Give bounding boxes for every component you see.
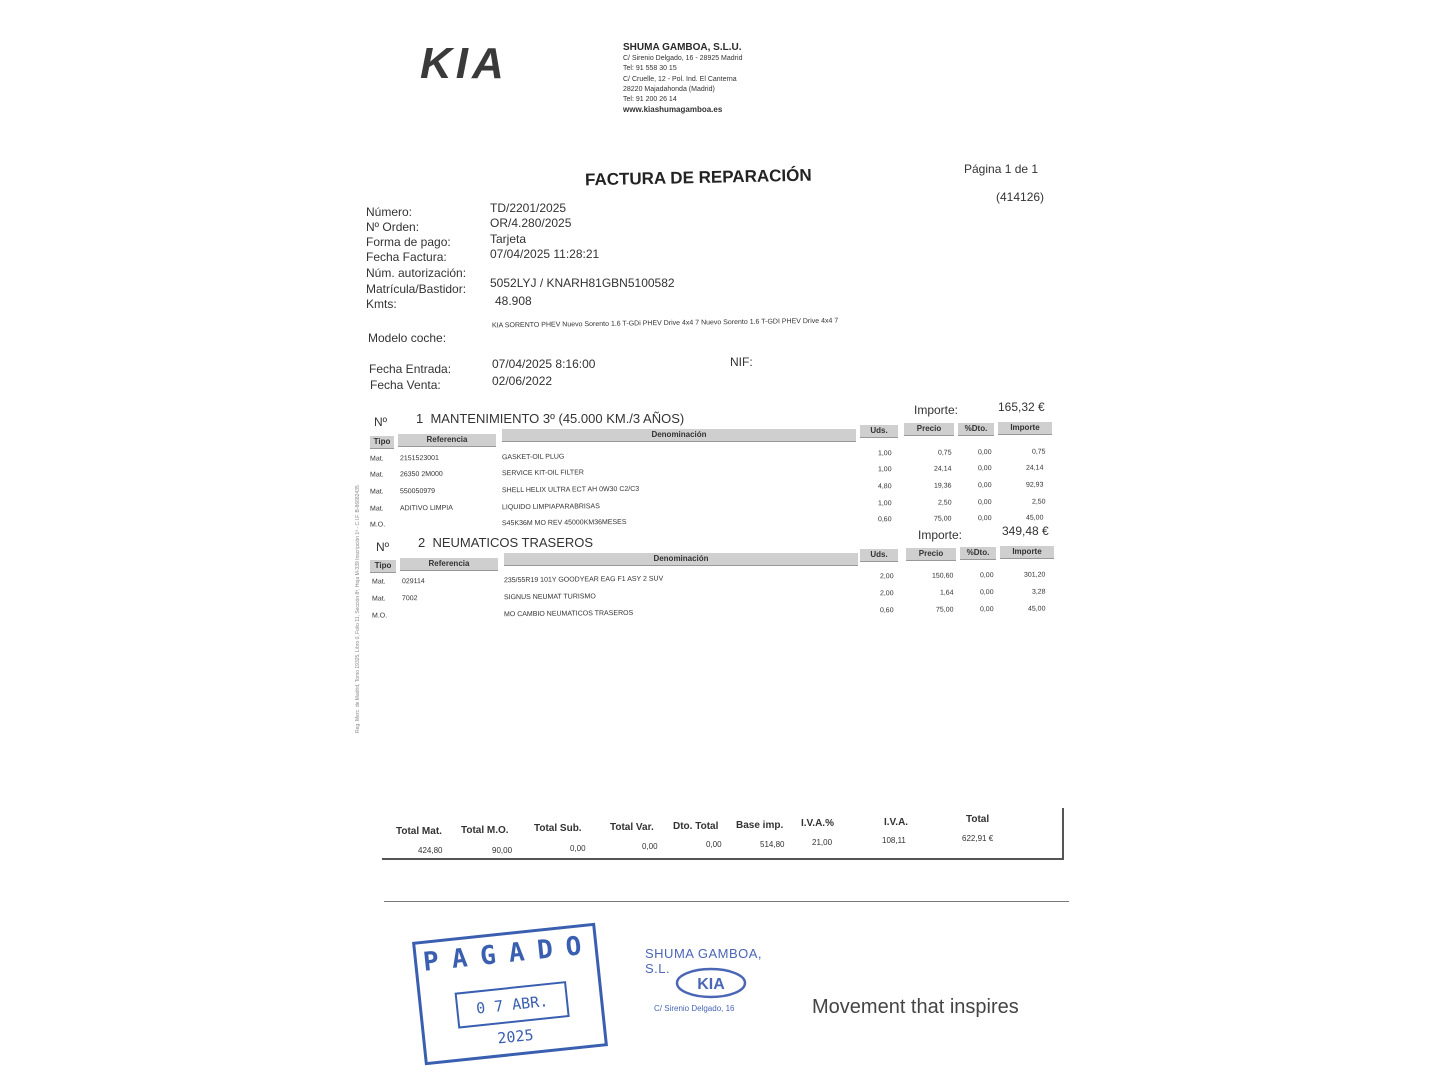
order-reference: (414126) <box>996 190 1045 204</box>
page-indicator: Página 1 de 1 <box>964 162 1039 176</box>
table-row: Mat. 550050979 SHELL HELIX ULTRA ECT AH 0W30 C2/C3 4,80 19,36 0,00 92,93 <box>369 481 1044 496</box>
registry-side-text: Reg. Merc. de Madrid, Tomo 19325, Libro 0, Folio 11, Sección 8ª, Hoja M-339 Inscripción 1ª - C.I.F. B-86682435 <box>355 485 361 733</box>
table-row: M.O. MO CAMBIO NEUMATICOS TRASEROS 0,60 75,00 0,00 45,00 <box>371 605 1046 620</box>
col-denominacion: Denominación <box>502 429 856 442</box>
total-label: Total M.O. <box>461 825 509 836</box>
total-value: 622,91 € <box>962 834 994 843</box>
col-precio: Precio <box>904 423 954 436</box>
col-tipo: Tipo <box>370 560 396 573</box>
col-precio: Precio <box>906 548 956 561</box>
section-importe-label: Importe: <box>914 403 959 417</box>
dealer-address-line: Tel: 91 200 26 14 <box>623 96 677 104</box>
kms-value: 48.908 <box>495 294 532 308</box>
col-referencia: Referencia <box>400 558 498 571</box>
invoice-page <box>340 20 1080 1070</box>
fecha-entrada-value: 07/04/2025 8:16:00 <box>492 357 596 371</box>
kia-logo <box>420 40 580 86</box>
total-value: 0,00 <box>642 842 658 851</box>
section-importe-label: Importe: <box>918 528 963 542</box>
col-dto: %Dto. <box>960 547 996 560</box>
table-row: Mat. ADITIVO LIMPIA LIQUIDO LIMPIAPARABRISAS 1,00 2,50 0,00 2,50 <box>369 498 1046 513</box>
section-title: 2 NEUMATICOS TRASEROS <box>418 535 594 550</box>
total-label: Base imp. <box>736 820 784 831</box>
total-value: 0,00 <box>570 844 586 853</box>
seal-address: C/ Sirenio Delgado, 16 <box>654 1004 735 1013</box>
document-title: FACTURA DE REPARACIÓN <box>584 165 812 190</box>
dealer-info <box>623 41 823 116</box>
dealer-website: www.kiashumagamboa.es <box>623 105 723 115</box>
dealer-name: SHUMA GAMBOA, S.L.U. <box>623 42 742 53</box>
nif-label: NIF: <box>730 355 753 369</box>
dealer-address-line: C/ Cruelle, 12 - Pol. Ind. El Canterna <box>623 75 737 83</box>
col-uds: Uds. <box>860 549 898 562</box>
total-label: I.V.A.% <box>801 818 834 829</box>
forma-pago-value: Tarjeta <box>490 232 527 246</box>
fecha-factura-value: 07/04/2025 11:28:21 <box>490 247 600 261</box>
col-tipo: Tipo <box>370 436 394 449</box>
section-importe-value: 349,48 € <box>1002 524 1049 538</box>
forma-pago-label: Forma de pago: <box>366 235 451 249</box>
paid-stamp-date: 0 7 ABR. 2025 <box>455 981 570 1029</box>
total-value: 90,00 <box>492 846 513 855</box>
section-importe-value: 165,32 € <box>998 400 1045 414</box>
col-importe: Importe <box>998 422 1052 435</box>
paid-stamp <box>412 923 608 1066</box>
col-referencia: Referencia <box>398 434 496 447</box>
col-importe: Importe <box>1000 546 1054 559</box>
section-title: 1 MANTENIMIENTO 3º (45.000 KM./3 AÑOS) <box>416 411 685 426</box>
kms-label: Kmts: <box>366 297 397 311</box>
svg-text:KIA: KIA <box>420 40 508 86</box>
total-label: Dto. Total <box>673 821 719 832</box>
table-row: Mat. 029114 235/55R19 101Y GOODYEAR EAG F1 ASY 2 SUV 2,00 150,60 0,00 301,20 <box>371 571 1046 586</box>
total-value: 21,00 <box>812 838 833 847</box>
total-label: Total Var. <box>610 822 654 833</box>
dealer-address-line: Tel: 91 558 30 15 <box>623 65 677 73</box>
total-label: Total Sub. <box>534 823 582 834</box>
table-row: Mat. 7002 SIGNUS NEUMAT TURISMO 2,00 1,64 0,00 3,28 <box>371 588 1046 603</box>
modelo-label: Modelo coche: <box>368 331 447 345</box>
col-denominacion: Denominación <box>504 553 858 566</box>
total-label: I.V.A. <box>884 817 909 828</box>
col-uds: Uds. <box>860 425 898 438</box>
autorizacion-label: Núm. autorización: <box>366 266 467 280</box>
fecha-venta-label: Fecha Venta: <box>370 378 441 392</box>
matricula-value: 5052LYJ / KNARH81GBN5100582 <box>490 276 675 290</box>
fecha-entrada-label: Fecha Entrada: <box>369 362 452 376</box>
table-row: Mat. 26350 2M000 SERVICE KIT-OIL FILTER 1,00 24,14 0,00 24,14 <box>369 464 1044 479</box>
orden-value: OR/4.280/2025 <box>490 216 572 230</box>
section-number-label: Nº <box>376 540 390 554</box>
orden-label: Nº Orden: <box>366 220 420 234</box>
fecha-venta-value: 02/06/2022 <box>492 374 553 388</box>
section-number-label: Nº <box>374 415 388 429</box>
total-value: 514,80 <box>760 840 785 849</box>
total-label: Total Mat. <box>396 826 442 837</box>
fecha-factura-label: Fecha Factura: <box>366 250 447 264</box>
dealer-address-line: 28220 Majadahonda (Madrid) <box>623 85 715 93</box>
svg-text:KIA: KIA <box>697 976 725 993</box>
brand-slogan: Movement that inspires <box>812 996 1019 1018</box>
seal-name: SHUMA GAMBOA, S.L. <box>645 946 763 976</box>
numero-label: Número: <box>366 205 413 219</box>
total-value: 424,80 <box>418 846 443 855</box>
total-value: 0,00 <box>706 840 722 849</box>
matricula-label: Matrícula/Bastidor: <box>366 282 467 296</box>
total-label: Total <box>966 814 990 825</box>
dealer-seal <box>640 946 780 1026</box>
total-value: 108,11 <box>882 836 906 845</box>
modelo-value: KIA SORENTO PHEV Nuevo Sorento 1.6 T-GDi PHEV Drive 4x4 7 Nuevo Sorento 1.6 T-GDI PHEV Drive 4x4 7 <box>491 317 839 330</box>
table-row: Mat. 2151523001 GASKET-OIL PLUG 1,00 0,75 0,00 0,75 <box>369 448 1046 463</box>
kia-seal-logo <box>674 966 748 1000</box>
col-dto: %Dto. <box>958 423 994 436</box>
paid-stamp-word: PAGADO <box>421 930 596 978</box>
table-row: M.O. S45K36M MO REV 45000KM36MESES 0,60 75,00 0,00 45,00 <box>369 514 1044 529</box>
numero-value: TD/2201/2025 <box>490 201 567 215</box>
dealer-address-line: C/ Sirenio Delgado, 16 - 28925 Madrid <box>623 55 743 62</box>
footer-divider <box>384 901 1069 902</box>
